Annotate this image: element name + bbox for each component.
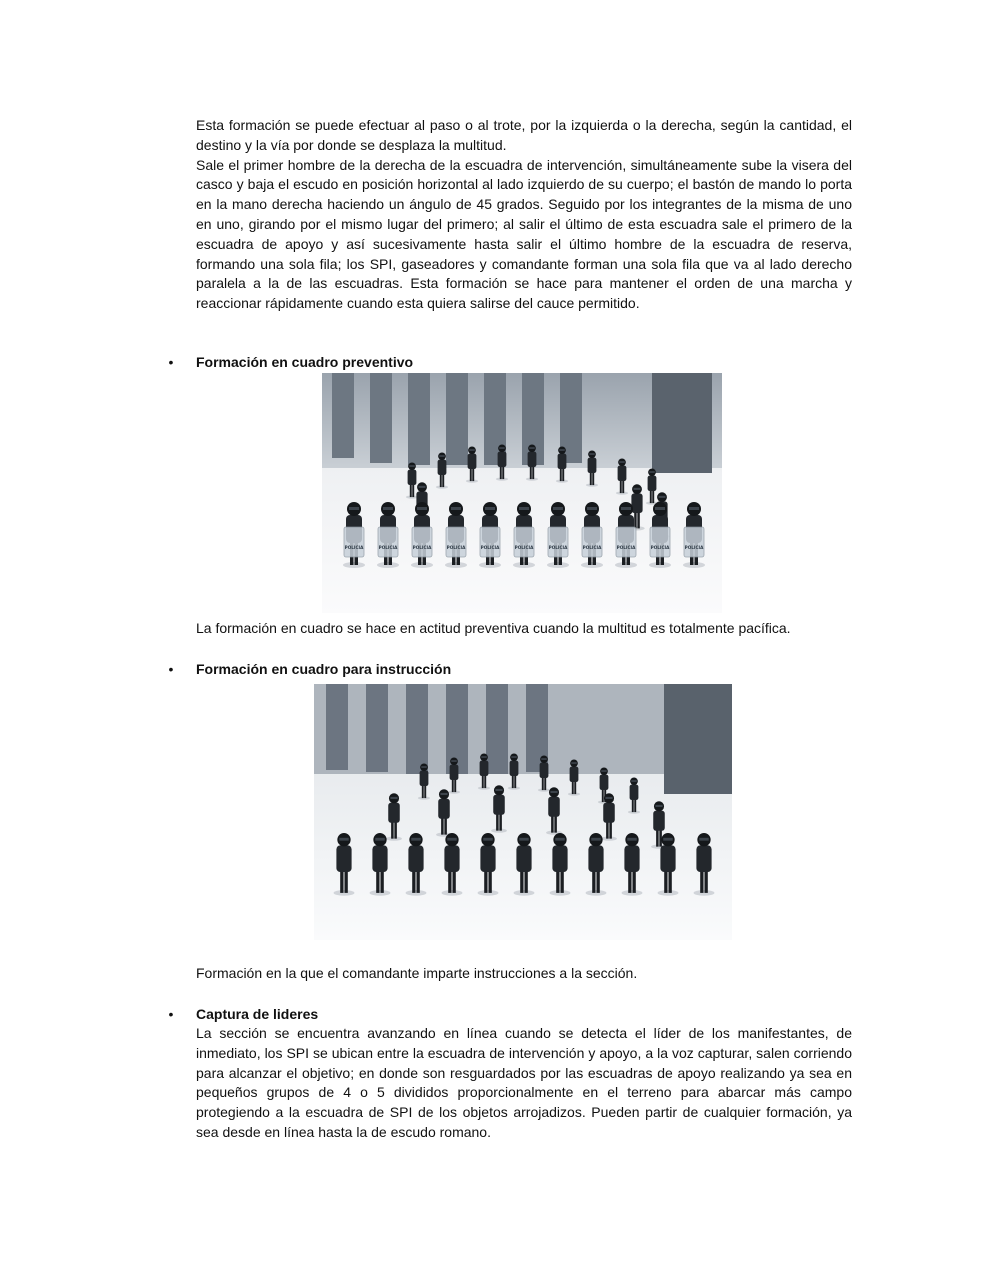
shield-label: POLICIA	[650, 545, 670, 550]
caption-cuadro-instruccion: Formación en la que el comandante imparte instrucciones a la sección.	[196, 965, 638, 981]
section-title-cuadro-preventivo: Formación en cuadro preventivo	[196, 354, 414, 370]
intro-paragraph-2: Sale el primer hombre de la derecha de la escuadra de intervención, simultáneamente sube la visera del casco y baja el escudo en posición horizontal al lado izquierdo de su cuerpo; el bastón de mando lo porta en la mano derecha haciendo un ángulo de 45 grados. Seguido por los integrantes de la misma de uno en uno, girando por el mismo lugar del primero; al salir el último de esta escuadra sale el primero de la escuadra de apoyo y así sucesivamente hasta salir el último hombre de la escuadra de reserva, formando una sola fila; los SPI, gaseadores y comandante forman una sola fila que va al lado derecho paralela a la de las escuadras. Esta formación se hace para mantener el orden de una marcha y reaccionar rápidamente cuando esta quiera salirse del cauce permitido.	[196, 156, 852, 312]
bullet-marker: •	[168, 354, 174, 370]
section-title-cuadro-instruccion: Formación en cuadro para instrucción	[196, 661, 452, 677]
shield-label: POLICIA	[684, 545, 704, 550]
photo-cuadro-preventivo	[322, 373, 722, 613]
bullet-marker: •	[168, 661, 174, 677]
shield-label: POLICIA	[548, 545, 568, 550]
shield-label: POLICIA	[616, 545, 636, 550]
section-title-captura-lideres: Captura de lideres	[196, 1006, 319, 1022]
shield-label: POLICIA	[344, 545, 364, 550]
photo-cuadro-preventivo-image	[322, 373, 722, 613]
shield-label: POLICIA	[582, 545, 602, 550]
shield-label: POLICIA	[412, 545, 432, 550]
photo-cuadro-instruccion-image	[314, 684, 732, 940]
bullet-marker: •	[168, 1006, 174, 1022]
shield-label: POLICIA	[378, 545, 398, 550]
shield-label: POLICIA	[446, 545, 466, 550]
shield-label: POLICIA	[480, 545, 500, 550]
intro-paragraph-1: Esta formación se puede efectuar al paso o al trote, por la izquierda o la derecha, según la cantidad, el destino y la vía por donde se desplaza la multitud.	[196, 117, 852, 153]
intro-text	[196, 116, 852, 314]
section-body-captura-lideres: La sección se encuentra avanzando en línea cuando se detecta el líder de los manifestantes, de inmediato, los SPI se ubican entre la escuadra de intervención y apoyo, a la voz capturar, salen corriendo para alcanzar el objetivo; en donde son resguardados por las escuadras de apoyo realizando ya sea en pequeños grupos de 4 o 5 divididos proporcionalmente en el terreno para abarcar más campo protegiendo a la escuadra de SPI de los objetos arrojadizos. Pueden partir de cualquier formación, ya sea desde en línea hasta la de escudo romano.	[196, 1025, 852, 1140]
photo-cuadro-instruccion	[314, 684, 732, 940]
shield-label: POLICIA	[514, 545, 534, 550]
caption-cuadro-preventivo: La formación en cuadro se hace en actitud preventiva cuando la multitud es totalmente pacífica.	[196, 620, 791, 636]
